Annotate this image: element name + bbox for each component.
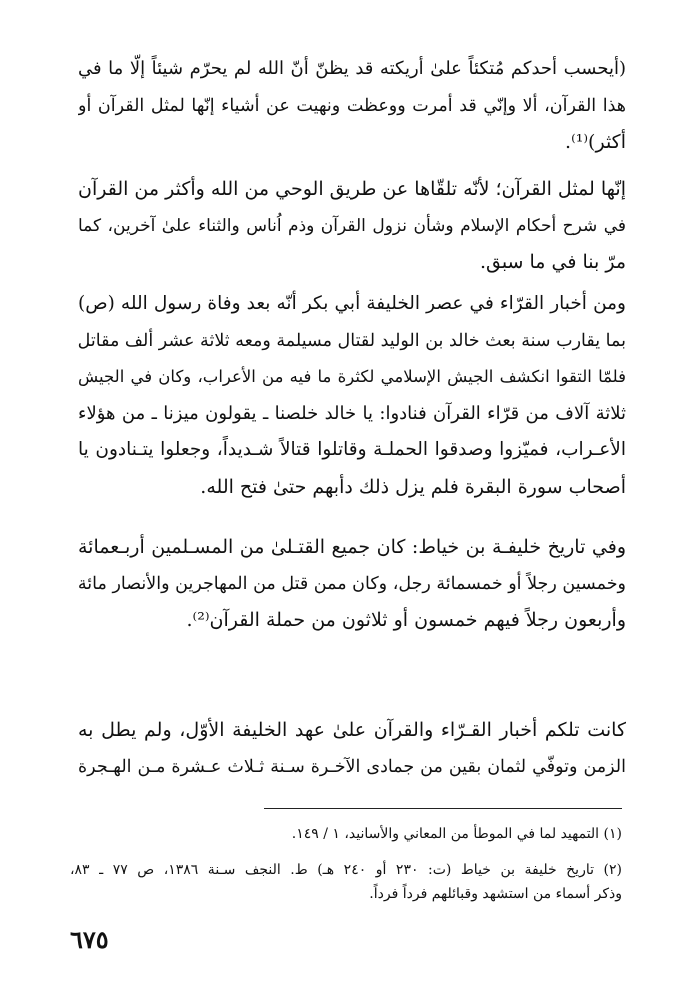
footnote-1	[70, 822, 622, 846]
footnote-2	[70, 858, 622, 906]
paragraph-hadith-quote	[78, 51, 626, 161]
text-line: هذا القرآن، ألا وإنّي قد أمرت ووعظت ونهيت عن أشياء إنّها لمثل القرآن أو	[78, 95, 626, 116]
text-line: كانت تلكم أخبار القـرّاء والقرآن علىٰ عهد الخليفة الأوّل، ولم يطل به	[78, 719, 626, 741]
text-line: وفي تاريخ خليفـة بن خياط: كان جميع القتـلىٰ من المسـلمين أربـعمائة	[78, 536, 626, 558]
paragraph-khalifa-history	[78, 529, 626, 639]
text-line: فلمّا التقوا انكشف الجيش الإسلامي لكثرة ما فيه من الأعراب، وكان في الجيش	[78, 367, 626, 386]
footnote-line: (١) التمهيد لما في الموطأ من المعاني والأسانيد، ١ / ١٤٩.	[291, 826, 622, 842]
text-line: مرّ بنا في ما سبق.	[479, 251, 626, 273]
text-line: ومن أخبار القرّاء في عصر الخليفة أبي بكر أنّه بعد وفاة رسول الله (ص)	[78, 293, 626, 314]
text-line: وأربعون رجلاً فيهم خمسون أو ثلاثون من حملة القرآن⁽²⁾.	[186, 609, 626, 631]
footnote-line: (٢) تاريخ خليفة بن خياط (ت: ٢٣٠ أو ٢٤٠ هـ) ط. النجف سـنة ١٣٨٦، ص ٧٧ ـ ٨٣،	[70, 862, 622, 878]
paragraph-reciters-news	[78, 286, 626, 505]
text-line: الزمن وتوفّي لثمان بقين من جمادى الآخـرة سـنة ثـلاث عـشرة مـن الهـجرة	[78, 756, 626, 777]
text-line: إنّها لمثل القرآن؛ لأنّه تلقّاها عن طريق الوحي من الله وأكثر من القرآن	[78, 178, 626, 200]
text-line: (أيحسب أحدكم مُتكئاً علىٰ أريكته قد يظنّ أنّ الله لم يحرّم شيئاً إلّا ما في	[78, 58, 626, 79]
text-line: في شرح أحكام الإسلام وشأن نزول القرآن وذم اُناس والثناء علىٰ آخرين، كما	[78, 215, 626, 236]
text-line: وخمسين رجلاً أو خمسمائة رجل، وكان ممن قتل من المهاجرين والأنصار مائة	[78, 573, 626, 594]
text-line: الأعـراب، فميّزوا وصدقوا الحملـة وقاتلوا قتالاً شـديداً، وجعلوا يتـنادون يا	[78, 439, 626, 460]
paragraph-explanation	[78, 171, 626, 281]
footnote-line: وذكر أسماء من استشهد وقبائلهم فرداً فرداً.	[369, 886, 622, 902]
text-line: ثلاثة آلاف من قرّاء القرآن فنادوا: يا خالد خلصنا ـ يقولون ميزنا ـ من هؤلاء	[78, 402, 626, 424]
paragraph-conclusion	[78, 712, 626, 785]
page-number: ٦٧٥	[70, 925, 109, 954]
text-line: بما يقارب سنة بعث خالد بن الوليد لقتال مسيلمة ومعه ثلاثة عشر ألف مقاتل	[78, 330, 626, 351]
text-line: أكثر)⁽¹⁾.	[565, 131, 626, 153]
text-line: أصحاب سورة البقرة فلم يزل ذلك دأبهم حتىٰ فتح الله.	[200, 475, 626, 498]
footnote-divider	[264, 808, 622, 809]
